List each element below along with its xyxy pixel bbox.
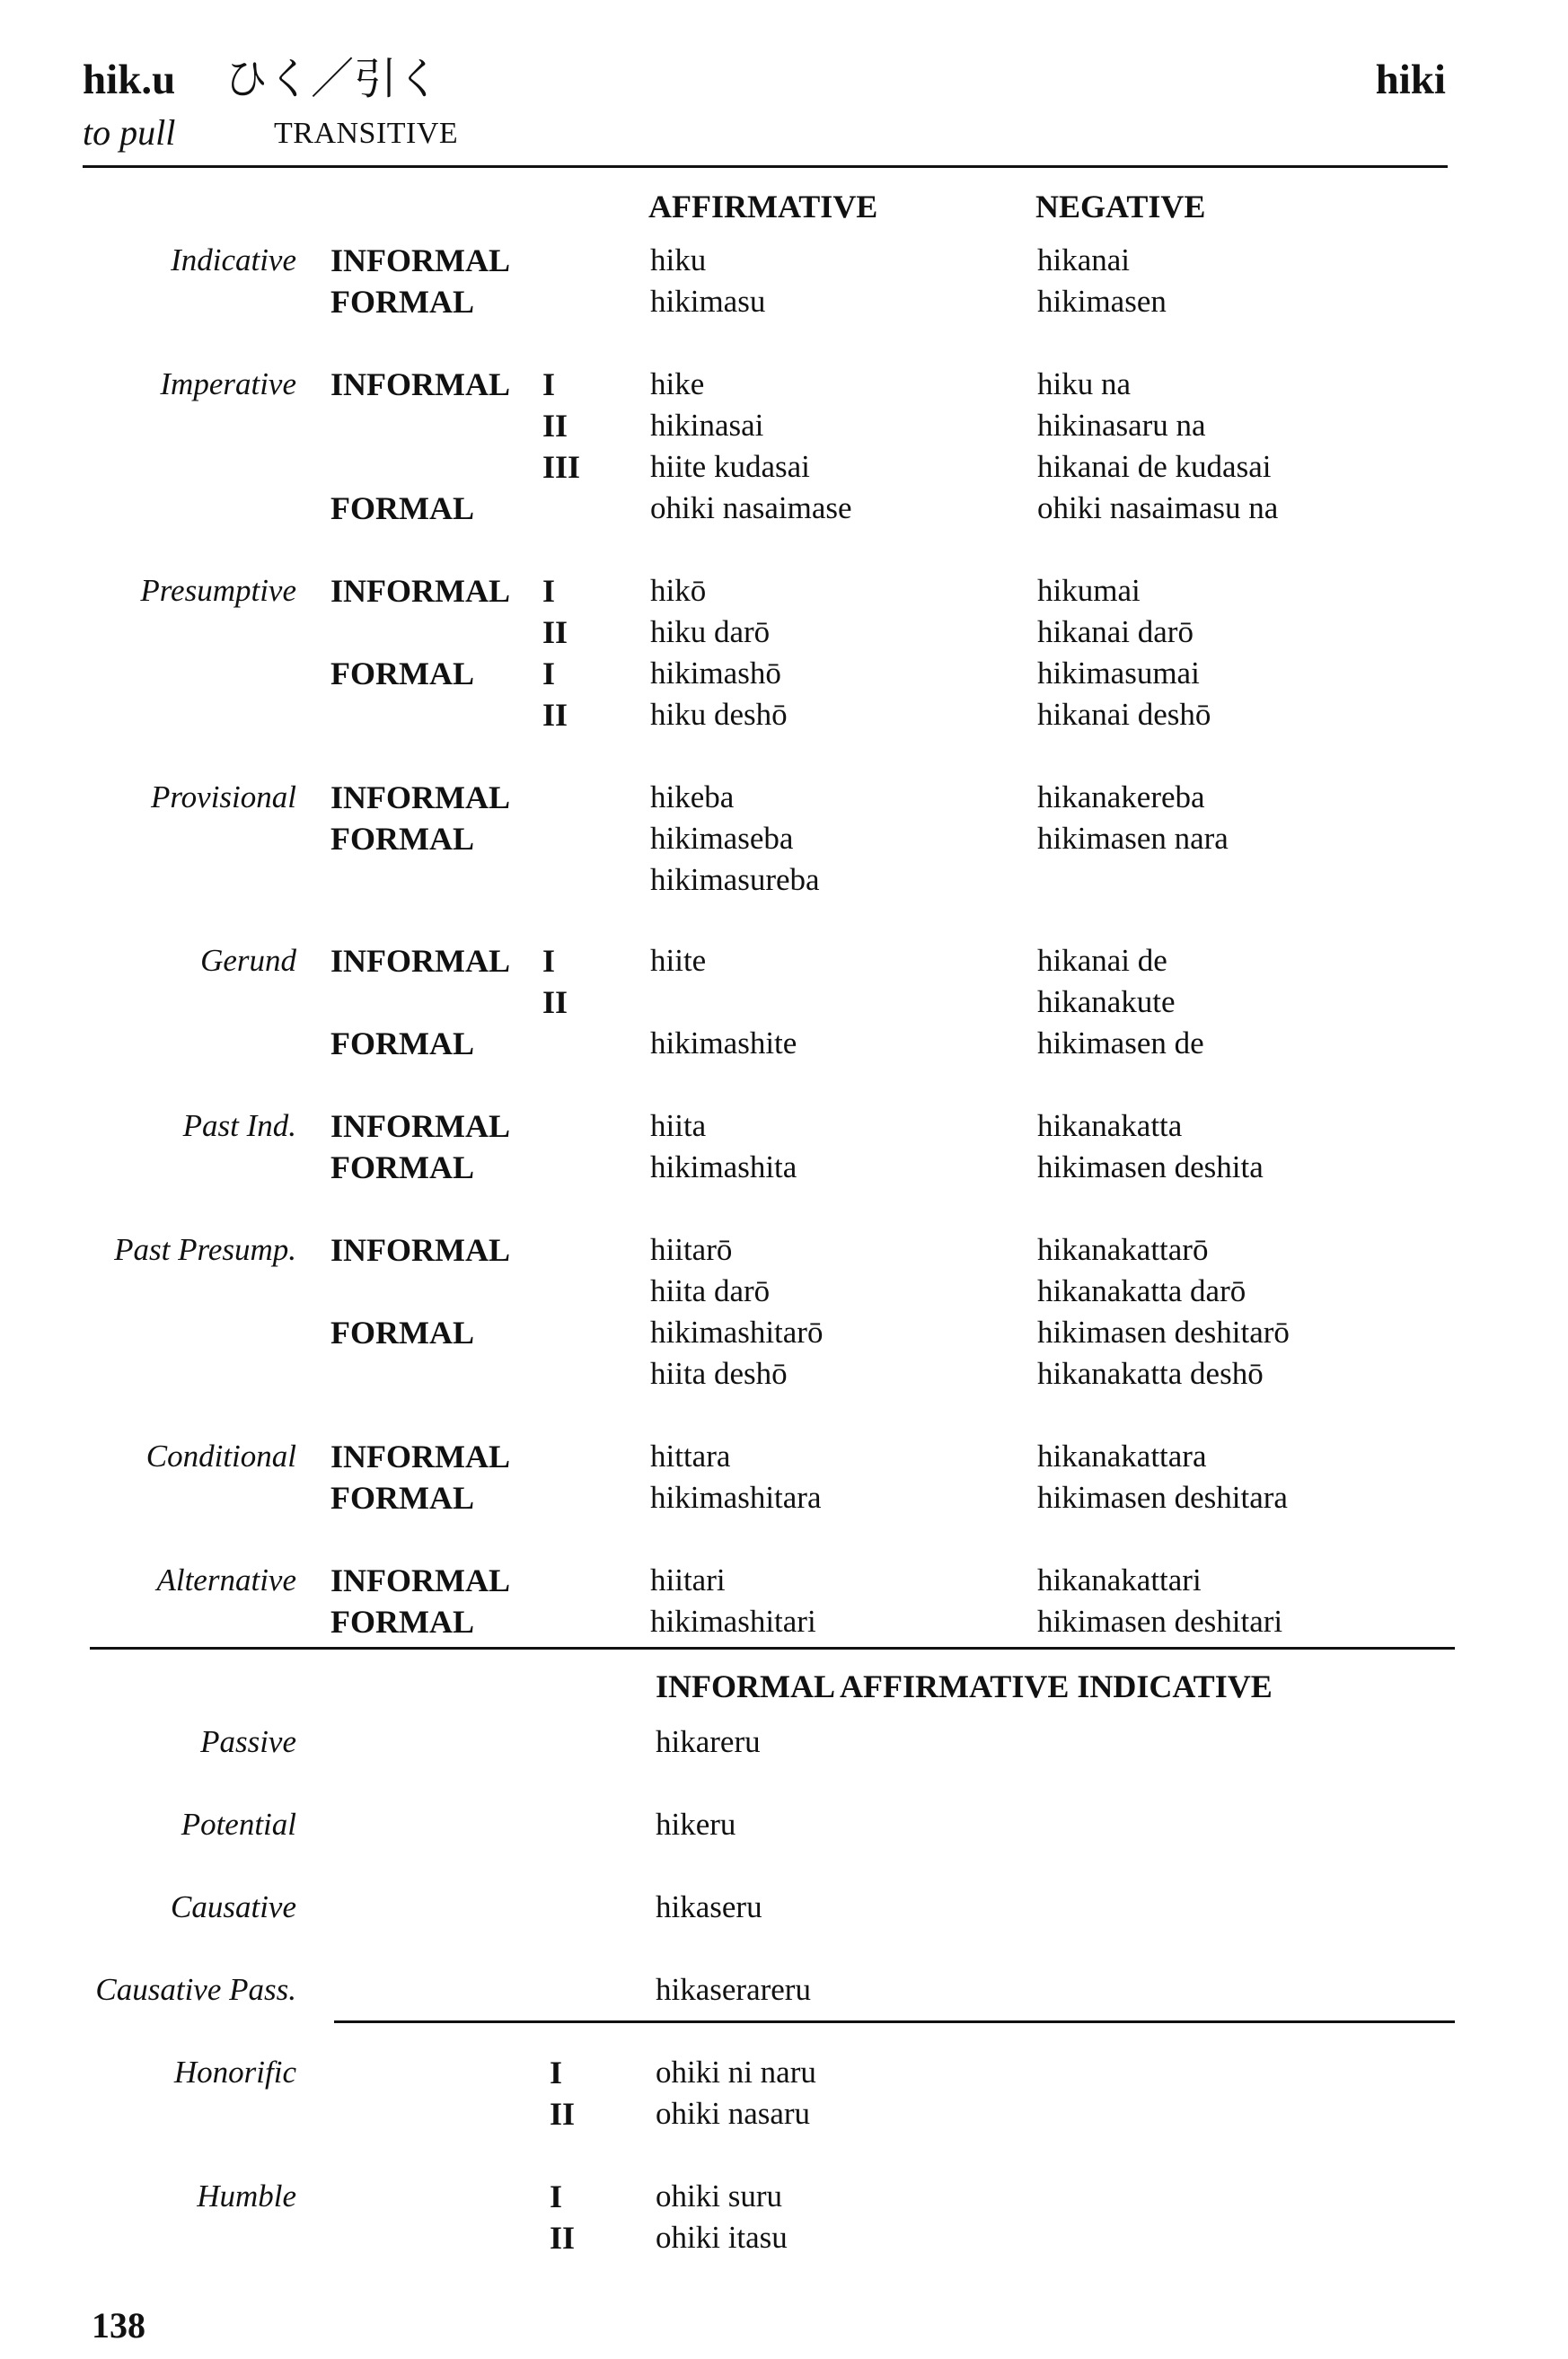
negative-form: hikanakereba [1037,779,1205,814]
negative-form: hikimasen deshitarō [1037,1315,1290,1350]
politeness-level: FORMAL [330,490,474,526]
negative-form: hikimasen de [1037,1025,1204,1061]
derived-row [0,1968,1568,2010]
variant-number: I [550,2179,563,2214]
conjugation-row [0,445,1568,487]
politeness-level: INFORMAL [330,1562,510,1598]
affirmative-form: hikimashitarō [650,1315,824,1350]
politeness-level: INFORMAL [330,366,510,402]
conjugation-row [0,1105,1568,1146]
affirmative-form: hikimaseba [650,821,794,856]
conjugation-row [0,363,1568,404]
affirmative-form: ohiki ni naru [656,2055,816,2090]
negative-form: hikanai deshō [1037,697,1211,732]
conjugation-row [0,1435,1568,1476]
variant-number: II [542,984,568,1020]
negative-form: hikanakute [1037,984,1176,1019]
negative-form: hikanai [1037,242,1131,277]
politeness-level: FORMAL [330,1149,474,1185]
form-label: Gerund [200,943,296,978]
derived-row [0,2175,1568,2216]
variant-number: II [542,408,568,444]
conjugation-row [0,981,1568,1022]
derived-row [0,1803,1568,1844]
affirmative-form: hike [650,366,705,401]
affirmative-form: hikimashite [650,1025,797,1061]
politeness-level: FORMAL [330,1315,474,1351]
negative-form: hikanakatta deshō [1037,1356,1264,1391]
conjugation-row [0,569,1568,611]
negative-form: hikimasen deshitari [1037,1604,1283,1639]
conjugation-row [0,939,1568,981]
negative-form: hikanakattari [1037,1562,1202,1598]
affirmative-form: hikareru [656,1724,761,1759]
affirmative-form: hikō [650,573,707,608]
entry-slash: ／ [311,54,355,104]
affirmative-form: hikimasu [650,284,766,319]
form-label: Imperative [160,366,296,401]
header-rule [83,165,1448,168]
derived-row [0,1886,1568,1927]
form-label: Alternative [156,1562,296,1598]
conjugation-row [0,239,1568,280]
form-label: Past Presump. [114,1232,296,1267]
form-label: Presumptive [140,573,296,608]
negative-form: hikumai [1037,573,1141,608]
conjugation-row [0,652,1568,693]
affirmative-form: hiitarō [650,1232,733,1267]
form-label: Potential [181,1807,296,1842]
negative-form: hikanai de kudasai [1037,449,1272,484]
negative-form: hikimasen nara [1037,821,1229,856]
affirmative-form: hikeba [650,779,735,814]
conjugation-row [0,693,1568,735]
affirmative-form: ohiki suru [656,2179,782,2214]
variant-number: I [542,366,556,402]
negative-form: hikanai darō [1037,614,1194,649]
politeness-level: INFORMAL [330,242,510,278]
conjugation-row [0,1146,1568,1187]
form-label: Passive [200,1724,296,1759]
affirmative-form: hikaseru [656,1889,762,1924]
politeness-level: INFORMAL [330,1439,510,1474]
conjugation-row [0,817,1568,858]
politeness-level: INFORMAL [330,779,510,815]
conjugation-row [0,1228,1568,1270]
variant-number: I [550,2055,563,2091]
politeness-level: FORMAL [330,821,474,857]
politeness-level: FORMAL [330,284,474,320]
guide-word: hiki [1375,57,1446,103]
conjugation-row [0,404,1568,445]
politeness-level: INFORMAL [330,573,510,609]
conjugation-row [0,1270,1568,1311]
conjugation-row [0,1022,1568,1063]
negative-form: hikanakatta [1037,1108,1183,1143]
affirmative-form: hikimashō [650,656,781,691]
variant-number: III [542,449,581,485]
negative-form: ohiki nasaimasu na [1037,490,1279,525]
honorific-rule [334,2020,1455,2023]
form-label: Humble [197,2179,296,2214]
variant-number: I [542,656,556,691]
politeness-level: INFORMAL [330,1108,510,1144]
affirmative-form: hikimashitara [650,1480,822,1515]
entry-romaji: hik.u [83,57,176,103]
affirmative-form: hiita darō [650,1273,771,1308]
affirmative-form: hiku [650,242,707,277]
affirmative-form: hittara [650,1439,731,1474]
negative-form: hikinasaru na [1037,408,1206,443]
derived-row [0,2051,1568,2092]
conjugation-row [0,1311,1568,1352]
affirmative-form: hikaserareru [656,1972,811,2007]
negative-form: hiku na [1037,366,1132,401]
politeness-level: INFORMAL [330,943,510,979]
form-label: Causative [171,1889,296,1924]
entry-kana [225,54,441,104]
form-label: Indicative [171,242,296,277]
affirmative-form: hiku deshō [650,697,788,732]
negative-form: hikanakatta darō [1037,1273,1246,1308]
affirmative-form: hiku darō [650,614,771,649]
negative-form: hikanai de [1037,943,1167,978]
conjugation-row [0,776,1568,817]
conjugation-row [0,1600,1568,1642]
derived-row [0,2216,1568,2258]
affirmative-form: ohiki itasu [656,2220,788,2255]
entry-kana-text: ひく [225,54,312,104]
negative-form: hikimasen deshitara [1037,1480,1288,1515]
variant-number: I [542,943,556,979]
affirmative-form: hiite kudasai [650,449,810,484]
negative-form: hikimasen [1037,284,1167,319]
form-label: Causative Pass. [95,1972,296,2007]
conjugation-row [0,1352,1568,1394]
entry-meaning: to pull [83,112,176,153]
affirmative-form: hikimashitari [650,1604,816,1639]
form-label: Conditional [145,1439,296,1474]
affirmative-form: hikimasureba [650,862,820,897]
conjugation-row [0,280,1568,321]
entry-kanji: 引く [354,54,441,104]
form-label: Honorific [173,2055,296,2090]
conjugation-row [0,1476,1568,1518]
affirmative-form: ohiki nasaimase [650,490,852,525]
page-number: 138 [92,2305,145,2346]
affirmative-form: hikimashita [650,1149,797,1184]
variant-number: I [542,573,556,609]
derived-row [0,2092,1568,2134]
affirmative-form: hiitari [650,1562,726,1598]
variant-number: II [542,697,568,733]
conjugation-row [0,1559,1568,1600]
derived-row [0,1721,1568,1762]
politeness-level: FORMAL [330,656,474,691]
politeness-level: FORMAL [330,1025,474,1061]
form-label: Past Ind. [182,1108,296,1143]
conjugation-row [0,611,1568,652]
negative-form: hikimasumai [1037,656,1200,691]
affirmative-form: hikeru [656,1807,736,1842]
conjugation-row [0,487,1568,528]
politeness-level: FORMAL [330,1480,474,1516]
section-rule [90,1647,1455,1650]
entry-transitivity: TRANSITIVE [274,117,459,150]
politeness-level: INFORMAL [330,1232,510,1268]
variant-number: II [550,2220,576,2256]
affirmative-heading: AFFIRMATIVE [648,189,878,224]
variant-number: II [550,2096,576,2132]
variant-number: II [542,614,568,650]
derived-heading: INFORMAL AFFIRMATIVE INDICATIVE [656,1668,1273,1704]
politeness-level: FORMAL [330,1604,474,1640]
conjugation-row [0,858,1568,900]
affirmative-form: hiita [650,1108,707,1143]
negative-heading: NEGATIVE [1035,189,1206,224]
form-label: Provisional [150,779,296,814]
affirmative-form: hiita deshō [650,1356,788,1391]
affirmative-form: hiite [650,943,707,978]
negative-form: hikanakattara [1037,1439,1207,1474]
affirmative-form: hikinasai [650,408,764,443]
affirmative-form: ohiki nasaru [656,2096,811,2131]
negative-form: hikanakattarō [1037,1232,1209,1267]
negative-form: hikimasen deshita [1037,1149,1264,1184]
